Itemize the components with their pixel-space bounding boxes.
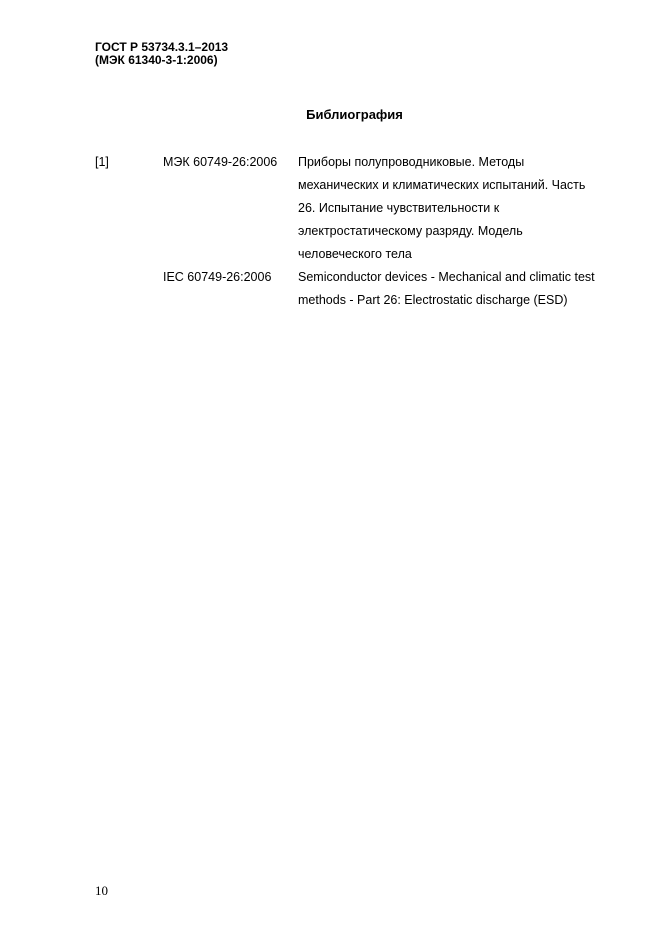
standard-title-line: methods - Part 26: Electrostatic discharge (ESD)	[298, 293, 568, 307]
standard-title-line: механических и климатических испытаний. Часть	[298, 178, 586, 192]
standard-designation: ГОСТ Р 53734.3.1–2013	[95, 40, 229, 54]
standard-title-line: Приборы полупроводниковые. Методы	[298, 155, 525, 169]
standard-code: IEC 60749-26:2006	[163, 270, 272, 284]
page-number: 10	[95, 883, 108, 898]
standard-title	[298, 266, 623, 312]
bibliography-list	[95, 151, 623, 312]
reference-number: [1]	[95, 155, 109, 169]
document-header	[95, 41, 228, 67]
reference-number	[95, 266, 163, 312]
standard-title	[298, 151, 623, 266]
standard-title-line: электростатическому разряду. Модель	[298, 224, 523, 238]
standard-title-line: человеческого тела	[298, 247, 412, 261]
standard-title-line: 26. Испытание чувствительности к	[298, 201, 500, 215]
standard-code: МЭК 60749-26:2006	[163, 155, 278, 169]
section-title: Библиография	[306, 107, 403, 122]
bibliography-entry	[95, 151, 623, 266]
standard-title-line: Semiconductor devices - Mechanical and climatic test	[298, 270, 595, 284]
standard-equivalent: (МЭК 61340-3-1:2006)	[95, 53, 218, 67]
bibliography-entry	[95, 266, 623, 312]
